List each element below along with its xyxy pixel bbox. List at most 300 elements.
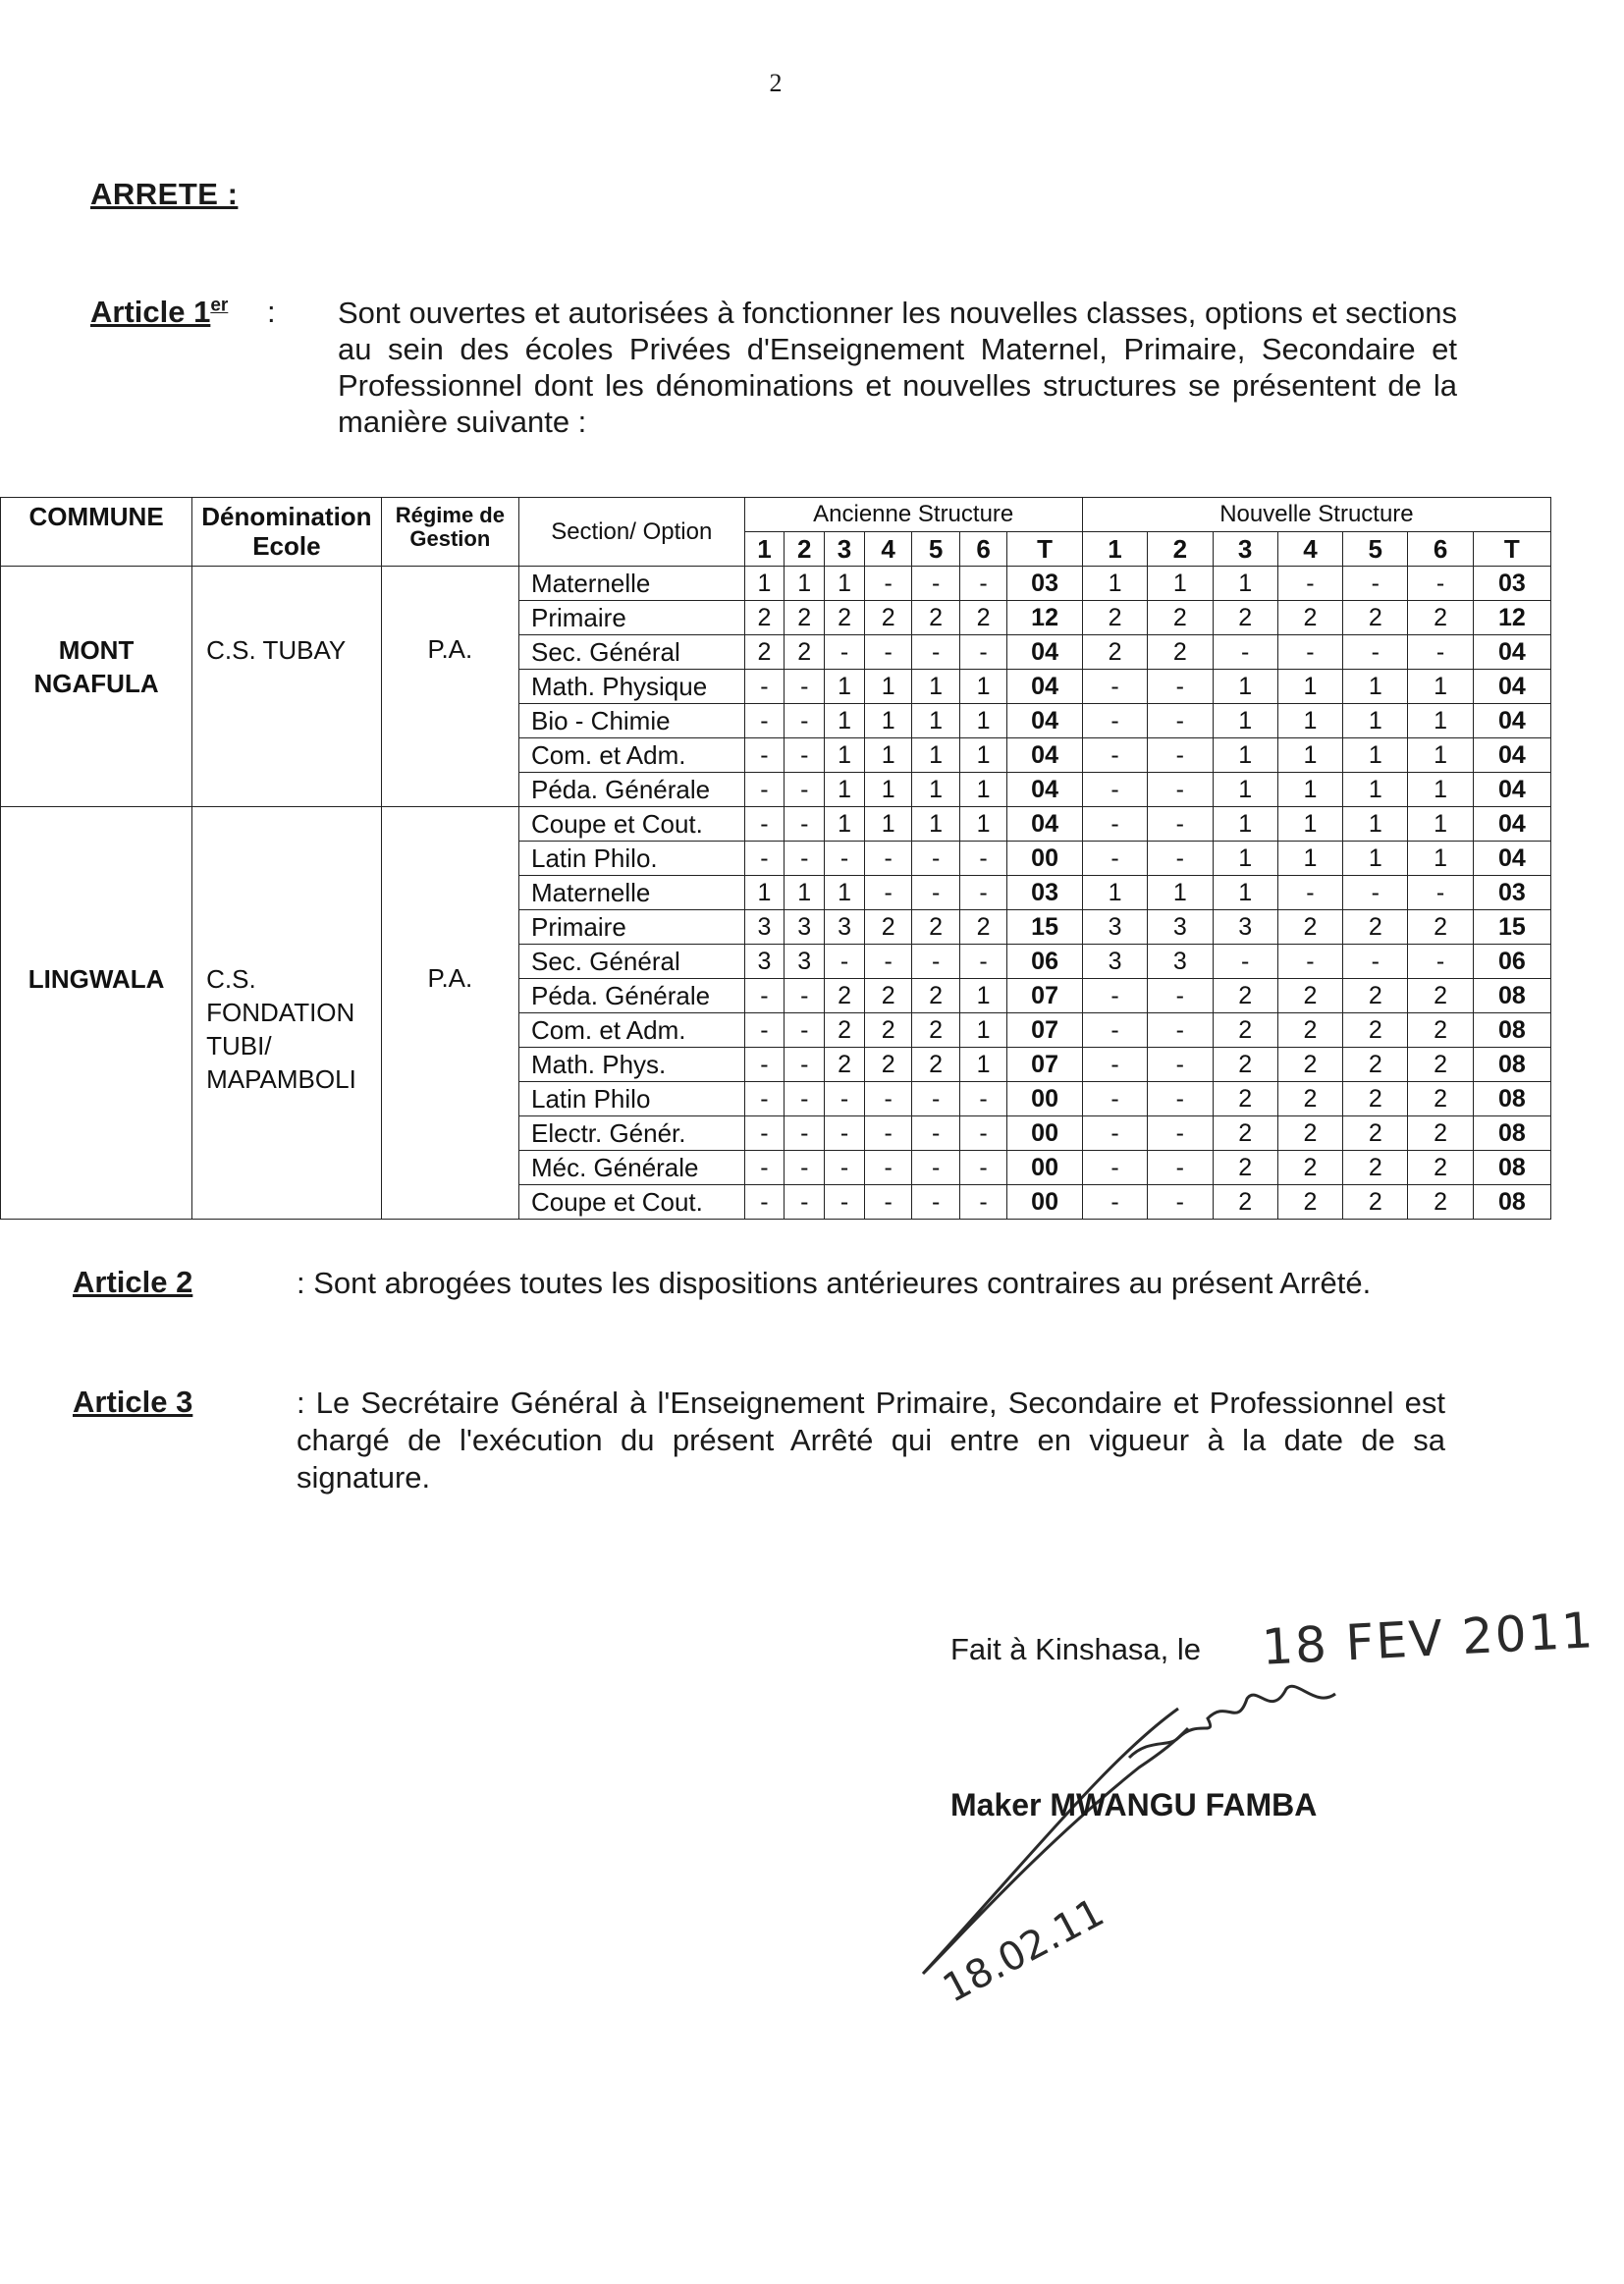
new-total-cell: 15 bbox=[1473, 910, 1550, 945]
new-class-cell: 2 bbox=[1408, 1151, 1473, 1185]
new-class-cell: 2 bbox=[1408, 979, 1473, 1013]
arrete-heading: ARRETE : bbox=[90, 177, 239, 211]
old-class-cell: - bbox=[912, 1082, 959, 1116]
section-cell: Latin Philo. bbox=[518, 842, 744, 876]
new-total-cell: 08 bbox=[1473, 1048, 1550, 1082]
old-class-cell: - bbox=[912, 842, 959, 876]
new-class-cell: 1 bbox=[1343, 773, 1408, 807]
new-class-cell: 1 bbox=[1148, 876, 1213, 910]
old-class-cell: - bbox=[825, 842, 865, 876]
old-class-cell: - bbox=[744, 704, 785, 738]
new-class-cell: - bbox=[1148, 1151, 1213, 1185]
old-class-cell: 2 bbox=[912, 601, 959, 635]
new-class-cell: 2 bbox=[1277, 1151, 1342, 1185]
old-class-cell: 1 bbox=[959, 670, 1006, 704]
new-class-cell: 1 bbox=[1408, 704, 1473, 738]
new-class-cell: 1 bbox=[1148, 567, 1213, 601]
old-class-cell: 1 bbox=[864, 738, 911, 773]
old-class-cell: - bbox=[785, 704, 825, 738]
old-class-cell: 1 bbox=[959, 704, 1006, 738]
old-class-cell: - bbox=[864, 1151, 911, 1185]
section-cell: Coupe et Cout. bbox=[518, 807, 744, 842]
old-class-cell: - bbox=[959, 876, 1006, 910]
old-class-cell: - bbox=[959, 1082, 1006, 1116]
new-total-cell: 04 bbox=[1473, 738, 1550, 773]
new-class-cell: 2 bbox=[1082, 601, 1147, 635]
new-class-cell: 1 bbox=[1343, 842, 1408, 876]
old-class-cell: - bbox=[785, 1048, 825, 1082]
new-class-cell: 2 bbox=[1277, 979, 1342, 1013]
old-class-cell: - bbox=[959, 945, 1006, 979]
new-class-cell: 1 bbox=[1343, 704, 1408, 738]
old-class-cell: 2 bbox=[959, 910, 1006, 945]
old-class-cell: 2 bbox=[825, 1013, 865, 1048]
new-class-cell: - bbox=[1148, 738, 1213, 773]
old-total-cell: 00 bbox=[1007, 1151, 1083, 1185]
old-class-cell: 2 bbox=[825, 1048, 865, 1082]
section-cell: Maternelle bbox=[518, 876, 744, 910]
new-total-cell: 04 bbox=[1473, 670, 1550, 704]
header-commune: COMMUNE bbox=[1, 498, 192, 567]
old-class-cell: - bbox=[825, 945, 865, 979]
new-total-cell: 04 bbox=[1473, 773, 1550, 807]
header-section: Section/ Option bbox=[518, 498, 744, 567]
header-regime: Régime de Gestion bbox=[381, 498, 518, 567]
new-class-cell: 2 bbox=[1343, 1151, 1408, 1185]
old-class-cell: 1 bbox=[912, 773, 959, 807]
place-date: Fait à Kinshasa, le bbox=[950, 1632, 1202, 1666]
old-class-cell: - bbox=[785, 1082, 825, 1116]
new-class-cell: 2 bbox=[1408, 1116, 1473, 1151]
new-class-cell: 1 bbox=[1277, 842, 1342, 876]
new-class-cell: 2 bbox=[1148, 635, 1213, 670]
old-class-cell: - bbox=[864, 1082, 911, 1116]
old-total-cell: 04 bbox=[1007, 807, 1083, 842]
article1-label-text: Article 1 bbox=[90, 295, 211, 329]
header-old-col: 1 bbox=[744, 532, 785, 567]
old-class-cell: 1 bbox=[744, 876, 785, 910]
new-class-cell: - bbox=[1148, 1116, 1213, 1151]
new-class-cell: - bbox=[1343, 635, 1408, 670]
old-class-cell: 1 bbox=[864, 807, 911, 842]
new-class-cell: 2 bbox=[1408, 910, 1473, 945]
new-class-cell: 2 bbox=[1408, 1048, 1473, 1082]
section-cell: Méc. Générale bbox=[518, 1151, 744, 1185]
new-class-cell: 1 bbox=[1277, 670, 1342, 704]
new-class-cell: - bbox=[1082, 1151, 1147, 1185]
section-cell: Sec. Général bbox=[518, 635, 744, 670]
old-class-cell: - bbox=[785, 1116, 825, 1151]
new-class-cell: 1 bbox=[1213, 876, 1277, 910]
old-class-cell: 2 bbox=[864, 979, 911, 1013]
old-class-cell: - bbox=[864, 1116, 911, 1151]
old-class-cell: - bbox=[785, 670, 825, 704]
old-class-cell: - bbox=[825, 1185, 865, 1220]
new-class-cell: - bbox=[1148, 1013, 1213, 1048]
old-total-cell: 03 bbox=[1007, 567, 1083, 601]
old-class-cell: 3 bbox=[825, 910, 865, 945]
new-class-cell: 2 bbox=[1277, 1116, 1342, 1151]
old-class-cell: - bbox=[959, 1151, 1006, 1185]
new-class-cell: 3 bbox=[1213, 910, 1277, 945]
old-total-cell: 15 bbox=[1007, 910, 1083, 945]
old-total-cell: 04 bbox=[1007, 704, 1083, 738]
commune-cell: MONT NGAFULA bbox=[1, 567, 192, 807]
signatory-name: Maker MWANGU FAMBA bbox=[950, 1787, 1318, 1822]
new-total-cell: 08 bbox=[1473, 1082, 1550, 1116]
new-class-cell: 2 bbox=[1082, 635, 1147, 670]
old-class-cell: 1 bbox=[959, 738, 1006, 773]
regime-cell: P.A. bbox=[381, 807, 518, 1220]
new-class-cell: 2 bbox=[1277, 1185, 1342, 1220]
new-class-cell: - bbox=[1148, 842, 1213, 876]
new-total-cell: 08 bbox=[1473, 1116, 1550, 1151]
old-class-cell: 2 bbox=[912, 1048, 959, 1082]
old-class-cell: 1 bbox=[825, 670, 865, 704]
old-class-cell: 1 bbox=[825, 738, 865, 773]
old-class-cell: 2 bbox=[744, 635, 785, 670]
old-class-cell: - bbox=[744, 979, 785, 1013]
old-class-cell: 2 bbox=[912, 910, 959, 945]
old-total-cell: 00 bbox=[1007, 1082, 1083, 1116]
header-ancienne-structure: Ancienne Structure bbox=[744, 498, 1082, 532]
new-class-cell: - bbox=[1082, 704, 1147, 738]
new-class-cell: 3 bbox=[1082, 945, 1147, 979]
school-cell: C.S. TUBAY bbox=[192, 567, 382, 807]
old-class-cell: 1 bbox=[825, 876, 865, 910]
new-total-cell: 08 bbox=[1473, 979, 1550, 1013]
new-total-cell: 04 bbox=[1473, 842, 1550, 876]
new-class-cell: 1 bbox=[1213, 704, 1277, 738]
section-cell: Sec. Général bbox=[518, 945, 744, 979]
old-class-cell: 1 bbox=[864, 704, 911, 738]
old-class-cell: 1 bbox=[825, 704, 865, 738]
old-total-cell: 07 bbox=[1007, 1048, 1083, 1082]
new-class-cell: 1 bbox=[1082, 876, 1147, 910]
header-new-col: 4 bbox=[1277, 532, 1342, 567]
new-class-cell: 2 bbox=[1408, 601, 1473, 635]
new-class-cell: - bbox=[1408, 635, 1473, 670]
old-class-cell: - bbox=[785, 1013, 825, 1048]
section-cell: Latin Philo bbox=[518, 1082, 744, 1116]
old-class-cell: - bbox=[825, 1082, 865, 1116]
old-class-cell: - bbox=[912, 1151, 959, 1185]
new-class-cell: 1 bbox=[1408, 670, 1473, 704]
section-cell: Com. et Adm. bbox=[518, 1013, 744, 1048]
new-class-cell: 1 bbox=[1343, 738, 1408, 773]
old-class-cell: 2 bbox=[744, 601, 785, 635]
new-class-cell: 2 bbox=[1408, 1082, 1473, 1116]
old-class-cell: 2 bbox=[959, 601, 1006, 635]
old-class-cell: - bbox=[912, 567, 959, 601]
new-class-cell: 1 bbox=[1343, 807, 1408, 842]
old-class-cell: - bbox=[744, 1185, 785, 1220]
new-class-cell: 1 bbox=[1213, 567, 1277, 601]
old-class-cell: - bbox=[825, 635, 865, 670]
old-class-cell: - bbox=[744, 1013, 785, 1048]
new-class-cell: 2 bbox=[1343, 1048, 1408, 1082]
new-class-cell: 2 bbox=[1408, 1013, 1473, 1048]
new-total-cell: 12 bbox=[1473, 601, 1550, 635]
new-class-cell: 1 bbox=[1213, 670, 1277, 704]
new-class-cell: 3 bbox=[1082, 910, 1147, 945]
section-cell: Primaire bbox=[518, 910, 744, 945]
old-class-cell: 2 bbox=[785, 635, 825, 670]
old-class-cell: 3 bbox=[744, 910, 785, 945]
section-cell: Math. Physique bbox=[518, 670, 744, 704]
new-class-cell: - bbox=[1148, 807, 1213, 842]
new-total-cell: 04 bbox=[1473, 807, 1550, 842]
old-class-cell: 1 bbox=[912, 807, 959, 842]
old-class-cell: - bbox=[785, 979, 825, 1013]
old-class-cell: 1 bbox=[825, 773, 865, 807]
new-class-cell: 1 bbox=[1213, 738, 1277, 773]
new-class-cell: 1 bbox=[1277, 773, 1342, 807]
new-class-cell: 1 bbox=[1277, 704, 1342, 738]
old-class-cell: 3 bbox=[785, 910, 825, 945]
new-class-cell: - bbox=[1343, 876, 1408, 910]
new-class-cell: - bbox=[1408, 876, 1473, 910]
new-class-cell: 1 bbox=[1408, 738, 1473, 773]
old-class-cell: - bbox=[864, 567, 911, 601]
old-class-cell: 1 bbox=[959, 979, 1006, 1013]
section-cell: Coupe et Cout. bbox=[518, 1185, 744, 1220]
old-class-cell: 1 bbox=[825, 567, 865, 601]
old-class-cell: - bbox=[864, 876, 911, 910]
new-class-cell: - bbox=[1277, 945, 1342, 979]
article2-label: Article 2 bbox=[73, 1265, 193, 1299]
header-new-total: T bbox=[1473, 532, 1550, 567]
new-class-cell: 2 bbox=[1213, 1048, 1277, 1082]
new-class-cell: - bbox=[1213, 635, 1277, 670]
old-class-cell: - bbox=[959, 1185, 1006, 1220]
new-class-cell: 2 bbox=[1148, 601, 1213, 635]
new-class-cell: 1 bbox=[1213, 842, 1277, 876]
old-class-cell: 2 bbox=[825, 979, 865, 1013]
new-class-cell: - bbox=[1148, 1185, 1213, 1220]
old-class-cell: 1 bbox=[912, 738, 959, 773]
old-class-cell: - bbox=[785, 773, 825, 807]
new-class-cell: 1 bbox=[1343, 670, 1408, 704]
old-class-cell: - bbox=[785, 1185, 825, 1220]
old-class-cell: 2 bbox=[912, 979, 959, 1013]
old-class-cell: 1 bbox=[864, 773, 911, 807]
new-class-cell: - bbox=[1082, 1082, 1147, 1116]
article1-label-sup: er bbox=[210, 295, 229, 316]
new-total-cell: 08 bbox=[1473, 1185, 1550, 1220]
new-class-cell: - bbox=[1082, 979, 1147, 1013]
new-class-cell: 2 bbox=[1343, 601, 1408, 635]
new-class-cell: - bbox=[1277, 635, 1342, 670]
stamp-date: 18 FEV 2011 bbox=[1260, 1602, 1597, 1676]
new-class-cell: 1 bbox=[1082, 567, 1147, 601]
new-class-cell: - bbox=[1148, 704, 1213, 738]
old-class-cell: 1 bbox=[825, 807, 865, 842]
old-class-cell: - bbox=[785, 1151, 825, 1185]
new-class-cell: 1 bbox=[1277, 738, 1342, 773]
old-total-cell: 04 bbox=[1007, 670, 1083, 704]
new-class-cell: - bbox=[1082, 1013, 1147, 1048]
new-total-cell: 03 bbox=[1473, 876, 1550, 910]
old-total-cell: 03 bbox=[1007, 876, 1083, 910]
new-class-cell: 2 bbox=[1213, 601, 1277, 635]
old-class-cell: - bbox=[744, 738, 785, 773]
new-class-cell: - bbox=[1343, 945, 1408, 979]
new-class-cell: 2 bbox=[1277, 910, 1342, 945]
old-class-cell: - bbox=[959, 567, 1006, 601]
new-class-cell: 1 bbox=[1277, 807, 1342, 842]
new-total-cell: 04 bbox=[1473, 635, 1550, 670]
structure-table bbox=[0, 497, 1551, 1220]
old-class-cell: - bbox=[912, 1185, 959, 1220]
new-class-cell: - bbox=[1082, 738, 1147, 773]
new-class-cell: - bbox=[1343, 567, 1408, 601]
old-class-cell: 1 bbox=[959, 1013, 1006, 1048]
section-cell: Péda. Générale bbox=[518, 979, 744, 1013]
old-class-cell: - bbox=[785, 807, 825, 842]
new-class-cell: 3 bbox=[1148, 945, 1213, 979]
old-class-cell: 1 bbox=[744, 567, 785, 601]
article3-label: Article 3 bbox=[73, 1385, 193, 1419]
new-class-cell: 2 bbox=[1343, 1185, 1408, 1220]
old-class-cell: 1 bbox=[785, 876, 825, 910]
new-class-cell: - bbox=[1277, 567, 1342, 601]
header-nouvelle-structure: Nouvelle Structure bbox=[1082, 498, 1550, 532]
old-class-cell: - bbox=[912, 1116, 959, 1151]
header-new-col: 2 bbox=[1148, 532, 1213, 567]
old-class-cell: - bbox=[959, 842, 1006, 876]
section-cell: Electr. Génér. bbox=[518, 1116, 744, 1151]
old-class-cell: 2 bbox=[864, 1048, 911, 1082]
new-class-cell: 2 bbox=[1213, 1116, 1277, 1151]
new-total-cell: 08 bbox=[1473, 1013, 1550, 1048]
table-row bbox=[1, 567, 1551, 601]
table-row bbox=[1, 807, 1551, 842]
old-class-cell: - bbox=[785, 842, 825, 876]
old-total-cell: 04 bbox=[1007, 635, 1083, 670]
old-class-cell: 2 bbox=[864, 601, 911, 635]
new-total-cell: 03 bbox=[1473, 567, 1550, 601]
header-old-total: T bbox=[1007, 532, 1083, 567]
section-cell: Math. Phys. bbox=[518, 1048, 744, 1082]
old-class-cell: 2 bbox=[864, 910, 911, 945]
old-total-cell: 07 bbox=[1007, 979, 1083, 1013]
old-class-cell: - bbox=[744, 842, 785, 876]
old-total-cell: 00 bbox=[1007, 1185, 1083, 1220]
header-new-col: 5 bbox=[1343, 532, 1408, 567]
old-class-cell: 2 bbox=[864, 1013, 911, 1048]
header-old-col: 6 bbox=[959, 532, 1006, 567]
new-class-cell: 1 bbox=[1408, 807, 1473, 842]
old-class-cell: - bbox=[744, 670, 785, 704]
section-cell: Com. et Adm. bbox=[518, 738, 744, 773]
new-class-cell: 2 bbox=[1408, 1185, 1473, 1220]
old-total-cell: 04 bbox=[1007, 738, 1083, 773]
old-total-cell: 06 bbox=[1007, 945, 1083, 979]
new-class-cell: 2 bbox=[1343, 1013, 1408, 1048]
old-class-cell: - bbox=[864, 635, 911, 670]
new-class-cell: 2 bbox=[1343, 1082, 1408, 1116]
old-class-cell: - bbox=[864, 1185, 911, 1220]
header-new-col: 1 bbox=[1082, 532, 1147, 567]
new-class-cell: - bbox=[1277, 876, 1342, 910]
old-class-cell: - bbox=[959, 635, 1006, 670]
new-class-cell: - bbox=[1408, 945, 1473, 979]
new-class-cell: - bbox=[1082, 842, 1147, 876]
section-cell: Maternelle bbox=[518, 567, 744, 601]
new-total-cell: 08 bbox=[1473, 1151, 1550, 1185]
header-old-col: 2 bbox=[785, 532, 825, 567]
new-class-cell: - bbox=[1082, 1185, 1147, 1220]
section-cell: Péda. Générale bbox=[518, 773, 744, 807]
section-cell: Bio - Chimie bbox=[518, 704, 744, 738]
school-cell: C.S. FONDATION TUBI/ MAPAMBOLI bbox=[192, 807, 382, 1220]
old-class-cell: - bbox=[744, 1116, 785, 1151]
commune-cell: LINGWALA bbox=[1, 807, 192, 1220]
page-number: 2 bbox=[769, 69, 783, 97]
new-class-cell: - bbox=[1082, 773, 1147, 807]
new-class-cell: 2 bbox=[1213, 1151, 1277, 1185]
new-class-cell: - bbox=[1082, 1048, 1147, 1082]
section-cell: Primaire bbox=[518, 601, 744, 635]
old-class-cell: 2 bbox=[825, 601, 865, 635]
new-class-cell: 1 bbox=[1213, 807, 1277, 842]
new-class-cell: - bbox=[1148, 979, 1213, 1013]
new-total-cell: 04 bbox=[1473, 704, 1550, 738]
article1-label bbox=[90, 295, 228, 330]
new-class-cell: - bbox=[1082, 670, 1147, 704]
header-old-col: 5 bbox=[912, 532, 959, 567]
new-class-cell: 2 bbox=[1213, 1185, 1277, 1220]
old-total-cell: 07 bbox=[1007, 1013, 1083, 1048]
article2-text: : Sont abrogées toutes les dispositions antérieures contraires au présent Arrêté. bbox=[297, 1266, 1372, 1300]
old-class-cell: 3 bbox=[785, 945, 825, 979]
article3-text: : Le Secrétaire Général à l'Enseignement Primaire, Secondaire et Professionnel est chargé de l'exécution du présent Arrêté qui entre en vigueur à la date de sa signature. bbox=[297, 1386, 1445, 1495]
old-class-cell: - bbox=[785, 738, 825, 773]
article1-text: Sont ouvertes et autorisées à fonctionner les nouvelles classes, options et sections au sein des écoles Privées d'Enseignement Maternel, Primaire, Secondaire et Professionnel dont les dénominations et nouvelles structures se présentent de la manière suivante : bbox=[338, 296, 1457, 439]
new-class-cell: 1 bbox=[1408, 842, 1473, 876]
new-class-cell: 1 bbox=[1213, 773, 1277, 807]
old-class-cell: - bbox=[744, 1082, 785, 1116]
new-class-cell: 2 bbox=[1277, 601, 1342, 635]
signature-date: 18.02.11 bbox=[936, 1889, 1111, 2012]
new-class-cell: - bbox=[1213, 945, 1277, 979]
header-denomination: Dénomination Ecole bbox=[192, 498, 382, 567]
old-class-cell: - bbox=[744, 773, 785, 807]
regime-cell: P.A. bbox=[381, 567, 518, 807]
new-class-cell: - bbox=[1148, 670, 1213, 704]
new-class-cell: 3 bbox=[1148, 910, 1213, 945]
old-class-cell: 3 bbox=[744, 945, 785, 979]
table-header-row-1 bbox=[1, 498, 1551, 532]
new-class-cell: 2 bbox=[1277, 1048, 1342, 1082]
old-total-cell: 00 bbox=[1007, 1116, 1083, 1151]
header-old-col: 3 bbox=[825, 532, 865, 567]
old-class-cell: 1 bbox=[959, 807, 1006, 842]
old-class-cell: - bbox=[959, 1116, 1006, 1151]
old-class-cell: - bbox=[912, 876, 959, 910]
old-class-cell: 1 bbox=[959, 773, 1006, 807]
new-class-cell: - bbox=[1082, 807, 1147, 842]
new-class-cell: - bbox=[1408, 567, 1473, 601]
new-class-cell: 2 bbox=[1213, 1082, 1277, 1116]
header-new-col: 3 bbox=[1213, 532, 1277, 567]
old-class-cell: - bbox=[864, 945, 911, 979]
old-total-cell: 00 bbox=[1007, 842, 1083, 876]
old-total-cell: 04 bbox=[1007, 773, 1083, 807]
new-class-cell: - bbox=[1082, 1116, 1147, 1151]
old-class-cell: 1 bbox=[912, 704, 959, 738]
